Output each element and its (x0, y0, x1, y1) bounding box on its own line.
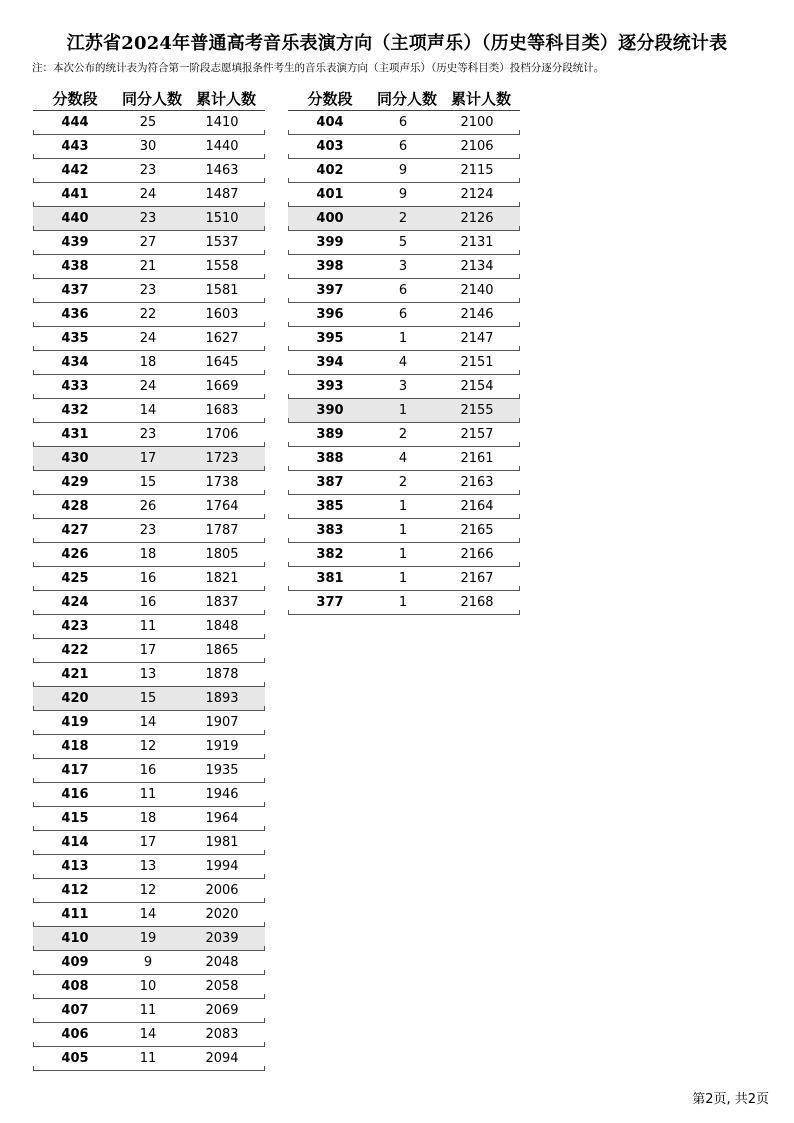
table-body-right (288, 111, 520, 615)
cumulative-cell: 2167 (460, 571, 494, 586)
count-cell: 1 (398, 547, 408, 562)
table-row (33, 903, 265, 927)
table-row (288, 447, 520, 471)
table-row (288, 471, 520, 495)
count-cell: 11 (139, 787, 157, 802)
table-row (33, 351, 265, 375)
cumulative-cell: 1627 (205, 331, 239, 346)
cumulative-cell: 2048 (205, 955, 239, 970)
table-row (33, 279, 265, 303)
table-row (33, 999, 265, 1023)
table-row (33, 423, 265, 447)
count-cell: 1 (398, 499, 408, 514)
table-row (33, 711, 265, 735)
cumulative-cell: 1440 (205, 139, 239, 154)
table-row (33, 615, 265, 639)
cumulative-cell: 1907 (205, 715, 239, 730)
count-cell: 17 (139, 643, 157, 658)
table-row (33, 807, 265, 831)
score-cell: 420 (61, 691, 89, 706)
score-cell: 444 (61, 115, 89, 130)
cumulative-cell: 1981 (205, 835, 239, 850)
score-cell: 404 (316, 115, 344, 130)
table-header (288, 86, 520, 111)
score-cell: 397 (316, 283, 344, 298)
cumulative-cell: 2163 (460, 475, 494, 490)
cumulative-cell: 2058 (205, 979, 239, 994)
score-cell: 403 (316, 139, 344, 154)
table-row (288, 255, 520, 279)
score-cell: 399 (316, 235, 344, 250)
table-row (288, 327, 520, 351)
score-cell: 393 (316, 379, 344, 394)
count-cell: 18 (139, 811, 157, 826)
score-cell: 425 (61, 571, 89, 586)
score-cell: 414 (61, 835, 89, 850)
cumulative-cell: 1935 (205, 763, 239, 778)
table-row (288, 519, 520, 543)
cumulative-cell: 2161 (460, 451, 494, 466)
count-cell: 2 (398, 427, 408, 442)
table-row (33, 951, 265, 975)
cumulative-cell: 2100 (460, 115, 494, 130)
count-cell: 6 (398, 283, 408, 298)
cumulative-cell: 1837 (205, 595, 239, 610)
table-row (33, 975, 265, 999)
count-cell: 27 (139, 235, 157, 250)
table-row (33, 639, 265, 663)
table-row (288, 543, 520, 567)
count-cell: 18 (139, 547, 157, 562)
table-row (33, 855, 265, 879)
score-table-right (288, 86, 520, 615)
score-cell: 442 (61, 163, 89, 178)
cumulative-cell: 2168 (460, 595, 494, 610)
count-cell: 1 (398, 403, 408, 418)
score-cell: 431 (61, 427, 89, 442)
cumulative-cell: 1821 (205, 571, 239, 586)
cumulative-cell: 2039 (205, 931, 239, 946)
table-header (33, 86, 265, 111)
table-row (288, 351, 520, 375)
table-row (288, 159, 520, 183)
cumulative-cell: 2155 (460, 403, 494, 418)
score-cell: 417 (61, 763, 89, 778)
table-row (288, 567, 520, 591)
count-cell: 1 (398, 523, 408, 538)
table-row (33, 1047, 265, 1071)
count-cell: 9 (398, 163, 408, 178)
count-cell: 24 (139, 187, 157, 202)
cumulative-cell: 1787 (205, 523, 239, 538)
cumulative-cell: 1581 (205, 283, 239, 298)
cumulative-cell: 1463 (205, 163, 239, 178)
count-cell: 12 (139, 883, 157, 898)
table-body-left (33, 111, 265, 1071)
table-row (33, 783, 265, 807)
score-cell: 423 (61, 619, 89, 634)
table-row (33, 231, 265, 255)
count-cell: 12 (139, 739, 157, 754)
cumulative-cell: 1878 (205, 667, 239, 682)
table-row (33, 159, 265, 183)
cumulative-cell: 1865 (205, 643, 239, 658)
cumulative-cell: 2166 (460, 547, 494, 562)
cumulative-cell: 1706 (205, 427, 239, 442)
score-cell: 396 (316, 307, 344, 322)
score-cell: 387 (316, 475, 344, 490)
count-cell: 6 (398, 139, 408, 154)
header-count: 同分人数 (121, 89, 182, 108)
cumulative-cell: 1994 (205, 859, 239, 874)
table-row (288, 591, 520, 615)
count-cell: 16 (139, 763, 157, 778)
count-cell: 6 (398, 307, 408, 322)
score-cell: 434 (61, 355, 89, 370)
score-cell: 415 (61, 811, 89, 826)
count-cell: 16 (139, 595, 157, 610)
score-cell: 406 (61, 1027, 89, 1042)
count-cell: 23 (139, 163, 157, 178)
cumulative-cell: 1410 (205, 115, 239, 130)
count-cell: 15 (139, 691, 157, 706)
score-cell: 377 (316, 595, 344, 610)
table-row (288, 207, 520, 231)
cumulative-cell: 1946 (205, 787, 239, 802)
count-cell: 24 (139, 379, 157, 394)
score-cell: 400 (316, 211, 344, 226)
score-cell: 424 (61, 595, 89, 610)
count-cell: 14 (139, 907, 157, 922)
cumulative-cell: 1738 (205, 475, 239, 490)
cumulative-cell: 1537 (205, 235, 239, 250)
table-row (33, 495, 265, 519)
cumulative-cell: 2006 (205, 883, 239, 898)
score-cell: 389 (316, 427, 344, 442)
score-cell: 394 (316, 355, 344, 370)
count-cell: 26 (139, 499, 157, 514)
count-cell: 9 (398, 187, 408, 202)
score-cell: 422 (61, 643, 89, 658)
count-cell: 14 (139, 403, 157, 418)
cumulative-cell: 2106 (460, 139, 494, 154)
count-cell: 11 (139, 1051, 157, 1066)
table-row (33, 327, 265, 351)
table-row (288, 495, 520, 519)
count-cell: 14 (139, 1027, 157, 1042)
cumulative-cell: 1893 (205, 691, 239, 706)
cumulative-cell: 2126 (460, 211, 494, 226)
count-cell: 4 (398, 355, 408, 370)
count-cell: 2 (398, 475, 408, 490)
score-cell: 433 (61, 379, 89, 394)
table-row (288, 423, 520, 447)
table-row (33, 111, 265, 135)
score-cell: 427 (61, 523, 89, 538)
cumulative-cell: 2146 (460, 307, 494, 322)
count-cell: 1 (398, 571, 408, 586)
table-row (33, 879, 265, 903)
count-cell: 13 (139, 667, 157, 682)
table-row (33, 303, 265, 327)
header-count: 同分人数 (376, 89, 437, 108)
count-cell: 23 (139, 283, 157, 298)
score-cell: 416 (61, 787, 89, 802)
count-cell: 24 (139, 331, 157, 346)
score-cell: 383 (316, 523, 344, 538)
table-row (288, 111, 520, 135)
cumulative-cell: 2124 (460, 187, 494, 202)
cumulative-cell: 1603 (205, 307, 239, 322)
score-cell: 381 (316, 571, 344, 586)
table-row (33, 399, 265, 423)
cumulative-cell: 2140 (460, 283, 494, 298)
score-cell: 441 (61, 187, 89, 202)
table-row (288, 399, 520, 423)
score-cell: 408 (61, 979, 89, 994)
score-table-left (33, 86, 265, 1071)
score-cell: 412 (61, 883, 89, 898)
cumulative-cell: 1510 (205, 211, 239, 226)
score-cell: 436 (61, 307, 89, 322)
score-cell: 443 (61, 139, 89, 154)
score-cell: 410 (61, 931, 89, 946)
count-cell: 23 (139, 523, 157, 538)
table-row (33, 135, 265, 159)
score-cell: 409 (61, 955, 89, 970)
table-row (33, 687, 265, 711)
count-cell: 9 (143, 955, 153, 970)
score-cell: 432 (61, 403, 89, 418)
count-cell: 10 (139, 979, 157, 994)
table-row (33, 207, 265, 231)
count-cell: 2 (398, 211, 408, 226)
table-row (288, 279, 520, 303)
cumulative-cell: 2164 (460, 499, 494, 514)
score-cell: 429 (61, 475, 89, 490)
table-row (33, 543, 265, 567)
score-cell: 437 (61, 283, 89, 298)
cumulative-cell: 2157 (460, 427, 494, 442)
score-cell: 421 (61, 667, 89, 682)
header-score: 分数段 (307, 89, 353, 108)
table-row (33, 831, 265, 855)
score-cell: 402 (316, 163, 344, 178)
score-cell: 405 (61, 1051, 89, 1066)
count-cell: 3 (398, 259, 408, 274)
score-cell: 390 (316, 403, 344, 418)
score-cell: 411 (61, 907, 89, 922)
count-cell: 11 (139, 1003, 157, 1018)
score-cell: 438 (61, 259, 89, 274)
count-cell: 17 (139, 835, 157, 850)
table-row (33, 927, 265, 951)
count-cell: 14 (139, 715, 157, 730)
count-cell: 1 (398, 595, 408, 610)
cumulative-cell: 1669 (205, 379, 239, 394)
cumulative-cell: 1919 (205, 739, 239, 754)
cumulative-cell: 1645 (205, 355, 239, 370)
table-row (33, 447, 265, 471)
cumulative-cell: 2154 (460, 379, 494, 394)
count-cell: 15 (139, 475, 157, 490)
header-cumulative: 累计人数 (195, 89, 256, 108)
score-cell: 440 (61, 211, 89, 226)
cumulative-cell: 1487 (205, 187, 239, 202)
count-cell: 4 (398, 451, 408, 466)
cumulative-cell: 2083 (205, 1027, 239, 1042)
document-title: 江苏省2024年普通高考音乐表演方向（主项声乐）（历史等科目类）逐分段统计表 (66, 33, 728, 54)
table-row (288, 183, 520, 207)
score-cell: 407 (61, 1003, 89, 1018)
count-cell: 16 (139, 571, 157, 586)
cumulative-cell: 2115 (460, 163, 494, 178)
count-cell: 22 (139, 307, 157, 322)
cumulative-cell: 2131 (460, 235, 494, 250)
table-row (33, 735, 265, 759)
count-cell: 19 (139, 931, 157, 946)
table-row (33, 375, 265, 399)
count-cell: 30 (139, 139, 157, 154)
header-score: 分数段 (52, 89, 98, 108)
cumulative-cell: 2165 (460, 523, 494, 538)
count-cell: 21 (139, 259, 157, 274)
page-footer: 第2页, 共2页 (692, 1092, 769, 1107)
table-row (33, 567, 265, 591)
table-row (33, 255, 265, 279)
count-cell: 6 (398, 115, 408, 130)
table-row (288, 231, 520, 255)
cumulative-cell: 1964 (205, 811, 239, 826)
count-cell: 25 (139, 115, 157, 130)
table-row (33, 663, 265, 687)
table-row (288, 135, 520, 159)
score-cell: 398 (316, 259, 344, 274)
count-cell: 18 (139, 355, 157, 370)
score-cell: 385 (316, 499, 344, 514)
cumulative-cell: 1764 (205, 499, 239, 514)
score-cell: 428 (61, 499, 89, 514)
count-cell: 23 (139, 211, 157, 226)
cumulative-cell: 2020 (205, 907, 239, 922)
count-cell: 13 (139, 859, 157, 874)
cumulative-cell: 1683 (205, 403, 239, 418)
score-cell: 382 (316, 547, 344, 562)
cumulative-cell: 2094 (205, 1051, 239, 1066)
count-cell: 3 (398, 379, 408, 394)
cumulative-cell: 2147 (460, 331, 494, 346)
table-row (288, 303, 520, 327)
table-row (33, 471, 265, 495)
score-cell: 418 (61, 739, 89, 754)
score-cell: 388 (316, 451, 344, 466)
score-cell: 430 (61, 451, 89, 466)
table-row (33, 1023, 265, 1047)
cumulative-cell: 1558 (205, 259, 239, 274)
cumulative-cell: 2134 (460, 259, 494, 274)
score-cell: 439 (61, 235, 89, 250)
cumulative-cell: 1805 (205, 547, 239, 562)
count-cell: 1 (398, 331, 408, 346)
cumulative-cell: 2069 (205, 1003, 239, 1018)
count-cell: 23 (139, 427, 157, 442)
table-row (33, 591, 265, 615)
count-cell: 17 (139, 451, 157, 466)
score-cell: 401 (316, 187, 344, 202)
table-row (33, 183, 265, 207)
score-cell: 435 (61, 331, 89, 346)
table-row (288, 375, 520, 399)
count-cell: 5 (398, 235, 408, 250)
score-cell: 419 (61, 715, 89, 730)
score-cell: 426 (61, 547, 89, 562)
header-cumulative: 累计人数 (450, 89, 511, 108)
cumulative-cell: 1723 (205, 451, 239, 466)
cumulative-cell: 1848 (205, 619, 239, 634)
table-row (33, 519, 265, 543)
score-cell: 413 (61, 859, 89, 874)
count-cell: 11 (139, 619, 157, 634)
cumulative-cell: 2151 (460, 355, 494, 370)
table-row (33, 759, 265, 783)
document-note: 注：本次公布的统计表为符合第一阶段志愿填报条件考生的音乐表演方向（主项声乐）（历史等科目类）投档分逐分段统计。 (32, 62, 605, 74)
score-cell: 395 (316, 331, 344, 346)
